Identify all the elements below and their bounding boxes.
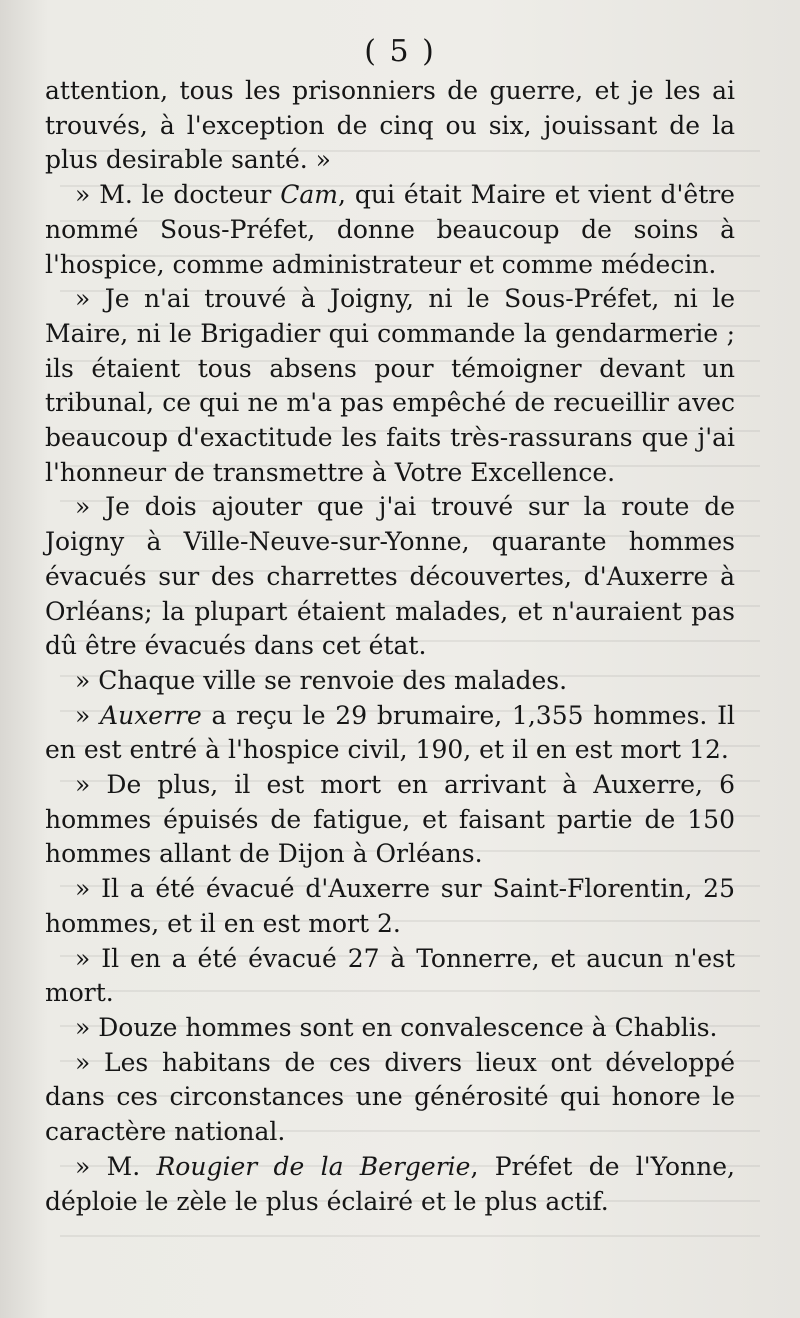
paragraph — [45, 282, 735, 490]
text-run: » Je n'ai trouvé à Joigny, ni le Sous-Préfet, ni le Maire, ni le Brigadier qui commande la gendarmerie ; ils étaient tous absens pour témoigner devant un tribunal, ce qui ne m'a pas empêché de recueillir avec beaucoup d'exactitude les faits très-rassurans que j'ai l'honneur de transmettre à Votre Excellence. — [45, 284, 735, 487]
paragraph — [45, 1150, 735, 1219]
text-run: » Il a été évacué d'Auxerre sur Saint-Florentin, 25 hommes, et il en est mort 2. — [45, 874, 735, 938]
body-text — [45, 74, 735, 1219]
text-run: , Préfet de l'Yonne, déploie le zèle le plus éclairé et le plus actif. — [45, 1151, 735, 1216]
italic-text: Auxerre — [100, 700, 202, 730]
paragraph — [45, 942, 735, 1011]
paragraph — [45, 664, 735, 699]
text-run: attention, tous les prisonniers de guerre, et je les ai trouvés, à l'exception de cinq ou six, jouissant de la plus desirable santé. » — [45, 76, 735, 175]
text-run: » M. — [75, 1151, 157, 1181]
text-run: , qui était Maire et vient d'être nommé Sous-Préfet, donne beaucoup de soins à l'hospice, comme administrateur et comme médecin. — [45, 180, 735, 279]
text-run: a reçu le 29 brumaire, 1,355 hommes. Il en est entré à l'hospice civil, 190, et il en est mort 12. — [45, 700, 735, 765]
text-run: » — [75, 700, 101, 730]
italic-text: Rougier de la Bergerie — [156, 1151, 471, 1181]
text-run: » De plus, il est mort en arrivant à Auxerre, 6 hommes épuisés de fatigue, et faisant partie de 150 hommes allant de Dijon à Orléans. — [45, 770, 735, 869]
paragraph — [45, 768, 735, 872]
paragraph — [45, 1011, 735, 1046]
text-run: » Chaque ville se renvoie des malades. — [75, 665, 568, 695]
text-run: » Douze hommes sont en convalescence à Chablis. — [75, 1012, 718, 1042]
paragraph — [45, 1046, 735, 1150]
page-number: ( 5 ) — [364, 34, 436, 69]
paragraph — [45, 490, 735, 664]
paragraph — [45, 178, 735, 282]
text-run: » Il en a été évacué 27 à Tonnerre, et aucun n'est mort. — [45, 943, 735, 1008]
italic-text: Cam — [280, 180, 339, 210]
paragraph — [45, 699, 735, 768]
paragraph — [45, 872, 735, 941]
text-run: » M. le docteur — [75, 180, 281, 210]
text-run: » Les habitans de ces divers lieux ont développé dans ces circonstances une générosité qui honore le caractère national. — [45, 1047, 735, 1147]
paragraph — [45, 74, 735, 178]
text-run: » Je dois ajouter que j'ai trouvé sur la route de Joigny à Ville-Neuve-sur-Yonne, quarante hommes évacués sur des charrettes découvertes, d'Auxerre à Orléans; la plupart étaient malades, et n'auraient pas dû être évacués dans cet état. — [45, 492, 735, 661]
